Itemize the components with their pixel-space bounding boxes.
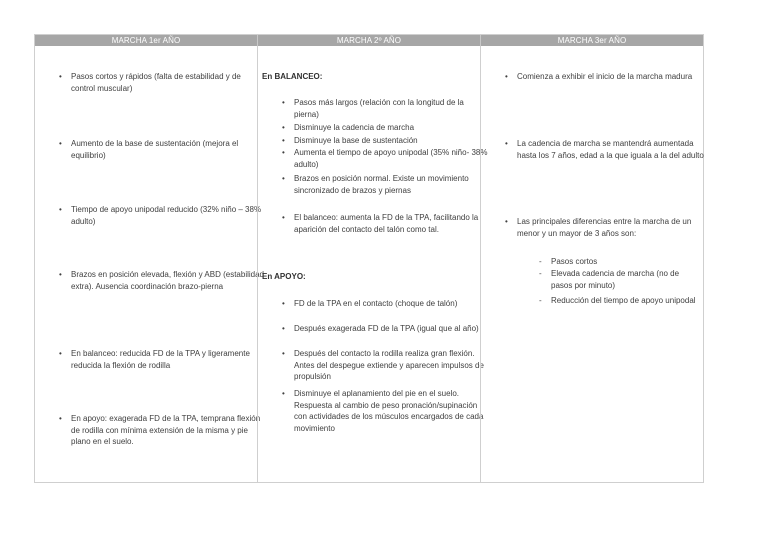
list-item [278, 97, 490, 120]
list-item [55, 348, 267, 371]
bullet-icon: • [59, 139, 62, 148]
bullet-icon: • [59, 270, 62, 279]
gait-comparison-table [34, 34, 704, 483]
list-item-text: Disminuye el aplanamiento del pie en el suelo. Respuesta al cambio de peso pronación/supinación con actividades de los músculos encargados de cada movimiento [294, 389, 484, 433]
sub-list-item [537, 256, 701, 268]
list-item [278, 323, 490, 335]
bullet-icon: • [282, 136, 285, 145]
sub-list-item-text: Reducción del tiempo de apoyo unipodal [551, 296, 696, 305]
list-item [278, 135, 490, 147]
bullet-icon: • [59, 349, 62, 358]
list-item [278, 298, 490, 310]
bullet-icon: • [282, 148, 285, 157]
sub-list-item-text: Pasos cortos [551, 257, 598, 266]
bullet-icon: • [282, 174, 285, 183]
list-item [501, 71, 713, 83]
balanceo-heading: En BALANCEO: [262, 72, 323, 81]
column-2nd-year [257, 46, 488, 482]
bullet-icon: • [282, 98, 285, 107]
apoyo-heading: En APOYO: [262, 272, 306, 281]
list-item [55, 413, 267, 448]
bullet-icon: • [505, 217, 508, 226]
list-item-text: Las principales diferencias entre la marcha de un menor y un mayor de 3 años son: [517, 217, 692, 238]
bullet-icon: • [282, 349, 285, 358]
header-3rd-year: MARCHA 3er AÑO [480, 35, 703, 46]
list-item-text: Después exagerada FD de la TPA (igual que al año) [294, 324, 479, 333]
list-item-text: Pasos cortos y rápidos (falta de estabilidad y de control muscular) [71, 72, 241, 93]
list-item [55, 269, 267, 292]
list-item [278, 388, 490, 434]
list-item [278, 173, 490, 196]
list-item-text: Aumento de la base de sustentación (mejora el equilibrio) [71, 139, 239, 160]
header-2nd-year: MARCHA 2º AÑO [257, 35, 480, 46]
dash-icon: - [539, 296, 542, 305]
list-item [278, 122, 490, 134]
list-item-text: Aumenta el tiempo de apoyo unipodal (35% niño- 38% adulto) [294, 148, 488, 169]
list-item-text: Comienza a exhibir el inicio de la marcha madura [517, 72, 693, 81]
bullet-icon: • [59, 414, 62, 423]
list-item [55, 138, 267, 161]
list-item-text: Pasos más largos (relación con la longitud de la pierna) [294, 98, 464, 119]
list-item-text: En apoyo: exagerada FD de la TPA, temprana flexión de rodilla con mínima extensión de la misma y pie plano en el suelo. [71, 414, 261, 447]
bullet-icon: • [505, 72, 508, 81]
sub-list-item-text: Elevada cadencia de marcha (no de pasos por minuto) [551, 269, 680, 290]
list-item [278, 348, 490, 383]
bullet-icon: • [282, 389, 285, 398]
list-item-text: Brazos en posición elevada, flexión y ABD (estabilidad extra). Ausencia coordinación brazo-pierna [71, 270, 264, 291]
dash-icon: - [539, 257, 542, 266]
list-item-text: Disminuye la cadencia de marcha [294, 123, 415, 132]
bullet-icon: • [282, 123, 285, 132]
list-item-text: El balanceo: aumenta la FD de la TPA, facilitando la aparición del contacto del talón como tal. [294, 213, 479, 234]
list-item [55, 204, 267, 227]
list-item-text: En balanceo: reducida FD de la TPA y ligeramente reducida la flexión de rodilla [71, 349, 250, 370]
bullet-icon: • [282, 324, 285, 333]
list-item-text: Después del contacto la rodilla realiza gran flexión. Antes del despegue extiende y aparecen impulsos de propulsión [294, 349, 484, 382]
bullet-icon: • [282, 299, 285, 308]
table-body-row [35, 46, 703, 482]
header-1st-year: MARCHA 1er AÑO [111, 36, 181, 45]
sub-list-item [537, 268, 701, 291]
list-item-text: La cadencia de marcha se mantendrá aumentada hasta los 7 años, edad a la que iguala a la del adulto [517, 139, 704, 160]
bullet-icon: • [505, 139, 508, 148]
list-item [501, 138, 713, 161]
list-item [55, 71, 267, 94]
list-item [278, 147, 490, 170]
list-item-text: Tiempo de apoyo unipodal reducido (32% niño – 38% adulto) [71, 205, 262, 226]
sub-list-item [537, 295, 701, 307]
list-item [501, 216, 713, 239]
list-item-text: Disminuye la base de sustentación [294, 136, 418, 145]
column-1st-year [35, 46, 264, 482]
bullet-icon: • [282, 213, 285, 222]
bullet-icon: • [59, 72, 62, 81]
list-item [278, 212, 490, 235]
list-item-text: FD de la TPA en el contacto (choque de talón) [294, 299, 458, 308]
list-item-text: Brazos en posición normal. Existe un movimiento sincronizado de brazos y piernas [294, 174, 469, 195]
dash-icon: - [539, 269, 542, 278]
bullet-icon: • [59, 205, 62, 214]
column-3rd-year [480, 46, 703, 482]
table-header-row [35, 35, 703, 46]
